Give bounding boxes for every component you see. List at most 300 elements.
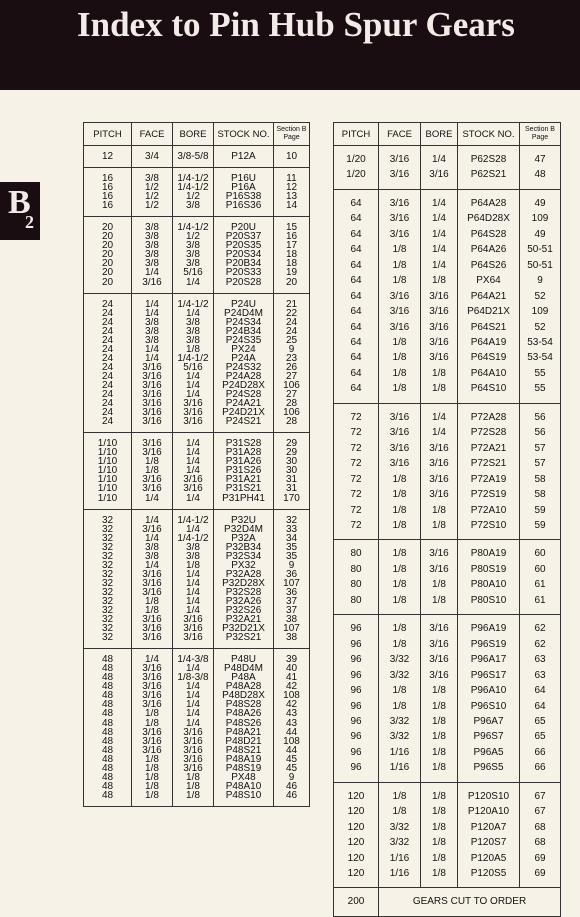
table-row — [334, 403, 561, 540]
cell-value: 1/8 — [186, 344, 200, 354]
cell-pitch — [334, 189, 379, 403]
cell-value: 1/8 — [392, 259, 407, 271]
table-group — [334, 189, 561, 403]
cell-value: 1/2 — [145, 201, 159, 211]
cell-value: 96 — [350, 746, 362, 758]
cell-value: P31A26 — [225, 457, 262, 467]
cell-value: 1/8 — [432, 731, 446, 743]
cell-value: P24A28 — [225, 371, 262, 381]
cell-bore — [421, 403, 458, 540]
page-title: Index to Pin Hub Spur Gears — [77, 5, 515, 44]
cell-value: 68 — [534, 837, 546, 849]
cell-value: 1/8 — [432, 594, 446, 606]
table-group — [84, 217, 310, 293]
cell-value: 3/16 — [142, 691, 162, 701]
cell-value: 1/4 — [145, 353, 159, 363]
cell-value: P24B34 — [225, 326, 262, 336]
cell-pitch — [84, 649, 132, 807]
footer-pitch: 200 — [347, 896, 365, 908]
cell-value: P20S34 — [225, 250, 262, 260]
cell-value: 24 — [101, 371, 114, 381]
cell-value: 20 — [101, 268, 114, 278]
cell-value: 1/4 — [186, 691, 200, 701]
cell-value: 3/8 — [186, 201, 200, 211]
cell-value: 1/16 — [389, 762, 410, 774]
table-row — [84, 433, 310, 509]
cell-value: P32A28 — [225, 569, 262, 579]
cell-value: P72S19 — [470, 489, 507, 501]
cell-value: 107 — [283, 578, 300, 588]
cell-value: 16 — [101, 174, 114, 184]
cell-value: 64 — [534, 700, 546, 712]
cell-value: 47 — [534, 154, 546, 165]
cell-value: 48 — [101, 772, 114, 782]
cell-value: 30 — [285, 466, 298, 476]
cell-value: 3/32 — [389, 669, 410, 681]
cell-bore — [173, 509, 214, 649]
cell-value: 31 — [285, 484, 298, 494]
cell-value: 32 — [101, 542, 114, 552]
cell-page — [520, 146, 561, 190]
cell-value: 3/16 — [429, 563, 449, 575]
cell-value: 52 — [534, 290, 546, 302]
cell-value: P31PH41 — [222, 493, 265, 503]
cell-value: 96 — [350, 623, 362, 635]
cell-value: 3/16 — [142, 682, 162, 692]
cell-value: 24 — [101, 380, 114, 391]
cell-value: 62 — [534, 638, 546, 650]
cell-value: 1/8 — [392, 548, 407, 560]
cell-value: 109 — [531, 213, 549, 225]
cell-value: 3/16 — [389, 228, 410, 240]
cell-value: 3/8 — [186, 241, 200, 251]
cell-value: P31S28 — [225, 439, 262, 449]
cell-value: 1/4 — [186, 682, 200, 692]
cell-value: 17 — [285, 241, 298, 251]
cell-value: 1/4 — [186, 308, 200, 318]
cell-value: 1/8 — [392, 336, 407, 348]
cell-value: 3/16 — [142, 277, 162, 287]
cell-value: 1/4 — [145, 655, 159, 665]
cell-value: 3/32 — [389, 837, 410, 849]
cell-value: 106 — [283, 408, 300, 418]
cell-value: 1/4 — [145, 493, 159, 503]
cell-value: 1/4-1/2 — [177, 174, 209, 184]
cell-value: 1/4 — [145, 515, 159, 525]
cell-pitch — [334, 540, 379, 615]
cell-value: 61 — [534, 594, 546, 606]
cell-page — [520, 540, 561, 615]
cell-value: 24 — [101, 390, 114, 400]
cell-value: 46 — [285, 781, 298, 791]
cell-face — [379, 146, 421, 190]
cell-value: 19 — [285, 268, 298, 278]
header-bore: BORE — [421, 123, 458, 146]
cell-value: P24S35 — [225, 335, 262, 345]
cell-value: P72A19 — [470, 473, 507, 485]
cell-value: 3/16 — [142, 587, 162, 597]
cell-value: P24D4M — [224, 308, 263, 318]
cell-value: 1/4 — [432, 154, 446, 165]
cell-value: 1/8 — [432, 762, 446, 774]
cell-value: 56 — [534, 427, 546, 439]
cell-value: 1/8 — [432, 383, 446, 395]
cell-value: 20 — [101, 241, 114, 251]
cell-value: P96S7 — [473, 731, 504, 743]
cell-value: 1/2 — [145, 192, 159, 202]
cell-value: P96S17 — [470, 669, 507, 681]
cell-value: 3/16 — [429, 306, 449, 318]
cell-value: P48D21 — [225, 736, 262, 746]
cell-face — [132, 146, 173, 168]
cell-value: 32 — [101, 615, 114, 625]
cell-value: 24 — [101, 317, 114, 327]
cell-value: P64S19 — [470, 352, 507, 364]
cell-value: 3/16 — [142, 380, 162, 391]
cell-pitch — [84, 509, 132, 649]
cell-value: 72 — [350, 519, 362, 531]
header-stock-no: STOCK NO. — [458, 123, 520, 146]
cell-value: P64D21X — [467, 306, 510, 318]
cell-value: 48 — [534, 169, 546, 181]
cell-value: 48 — [101, 664, 114, 674]
cell-value: 32 — [101, 587, 114, 597]
cell-value: 3/16 — [183, 727, 203, 737]
cell-pitch — [84, 293, 132, 433]
cell-value: PX64 — [476, 275, 501, 287]
cell-value: 5/16 — [183, 268, 203, 278]
cell-value: 3/16 — [389, 411, 410, 423]
cell-pitch — [334, 146, 379, 190]
cell-value: P72S21 — [470, 458, 507, 470]
cell-value: P96A7 — [473, 715, 504, 727]
cell-value: 24 — [101, 308, 114, 318]
header-face: FACE — [132, 123, 173, 146]
cell-value: 1/8 — [432, 821, 446, 833]
cell-value: 3/8 — [186, 335, 200, 345]
cell-value: P31S21 — [225, 484, 262, 494]
cell-value: 3/16 — [142, 745, 162, 755]
cell-value: 48 — [101, 718, 114, 728]
table-group — [84, 168, 310, 217]
cell-pitch — [84, 146, 132, 168]
cell-value: 3/8-5/8 — [177, 152, 209, 162]
cell-value: P20B34 — [225, 259, 262, 269]
cell-value: 3/16 — [183, 624, 203, 634]
cell-value: P24S32 — [225, 362, 262, 372]
cell-value: 3/16 — [429, 489, 449, 501]
cell-value: P20S35 — [225, 241, 262, 251]
cell-value: 40 — [285, 664, 298, 674]
cell-face — [132, 649, 173, 807]
cell-value: 24 — [101, 399, 114, 409]
cell-value: 44 — [285, 727, 298, 737]
cell-value: 1/8 — [145, 606, 159, 616]
cell-value: P48A19 — [225, 754, 262, 764]
cell-value: P64S21 — [470, 321, 507, 333]
cell-value: 3/16 — [183, 763, 203, 773]
cell-value: 3/8 — [186, 551, 200, 561]
cell-value: 38 — [285, 615, 298, 625]
cell-stock-no — [214, 146, 274, 168]
cell-value: P120S5 — [470, 868, 507, 880]
cell-value: 1/8 — [432, 837, 446, 849]
cell-value: 64 — [350, 275, 362, 287]
cell-value: 48 — [101, 745, 114, 755]
cell-value: 43 — [285, 718, 298, 728]
cell-value: 20 — [101, 223, 114, 233]
cell-stock-no — [458, 403, 520, 540]
cell-value: 120 — [347, 837, 365, 849]
cell-value: 1/8 — [432, 852, 446, 864]
cell-value: 9 — [537, 275, 543, 287]
cell-value: 1/8 — [432, 519, 446, 531]
cell-pitch — [334, 888, 379, 916]
cell-value: 1/8 — [392, 563, 407, 575]
cell-value: 64 — [350, 352, 362, 364]
cell-page — [274, 146, 310, 168]
cell-value: 3/8 — [145, 335, 159, 345]
cell-value: P48S26 — [225, 718, 262, 728]
cell-value: P96A19 — [470, 623, 507, 635]
cell-value: 38 — [285, 633, 298, 643]
cell-value: P72A28 — [470, 411, 507, 423]
cell-value: 3/16 — [389, 213, 410, 225]
cell-value: 60 — [534, 563, 546, 575]
cell-value: 3/16 — [142, 475, 162, 485]
cell-value: P96S5 — [473, 762, 504, 774]
cell-page — [274, 433, 310, 509]
cell-value: P48S10 — [225, 790, 262, 800]
cell-value: 68 — [534, 821, 546, 833]
cell-value: 3/16 — [429, 458, 449, 470]
cell-value: 1/8 — [432, 579, 446, 591]
cell-value: 21 — [285, 299, 298, 309]
cell-value: 28 — [285, 417, 298, 427]
cell-value: 1/4-1/2 — [177, 183, 209, 193]
cell-value: 3/16 — [142, 727, 162, 737]
cell-pitch — [334, 782, 379, 888]
cell-value: 48 — [101, 763, 114, 773]
cell-value: P48A26 — [225, 709, 262, 719]
cell-value: 3/8 — [186, 259, 200, 269]
cell-value: 1/8 — [186, 781, 200, 791]
cell-value: 20 — [285, 277, 298, 287]
cell-value: 66 — [534, 746, 546, 758]
cell-value: 64 — [350, 290, 362, 302]
cell-value: 3/32 — [389, 731, 410, 743]
cell-value: 25 — [285, 335, 298, 345]
cell-value: 1/8 — [145, 596, 159, 607]
cell-value: 31 — [285, 475, 298, 485]
cell-value: 1/8 — [392, 352, 407, 364]
cell-value: 3/4 — [145, 152, 159, 162]
cell-value: P120A10 — [467, 806, 510, 818]
cell-value: 53-54 — [527, 352, 553, 364]
cell-value: 32 — [101, 524, 114, 534]
cell-value: 1/4 — [432, 411, 446, 423]
cell-value: P62S28 — [470, 154, 507, 165]
cell-value: 45 — [285, 763, 298, 773]
cell-value: 3/16 — [142, 399, 162, 409]
cell-value: 3/16 — [142, 633, 162, 643]
cell-value: 1/4-1/2 — [177, 223, 209, 233]
cell-value: 39 — [285, 655, 298, 665]
cell-value: 16 — [101, 192, 114, 202]
cell-value: P32U — [230, 515, 256, 525]
cell-value: P24A21 — [225, 399, 262, 409]
cell-value: 1/4-3/8 — [177, 655, 209, 665]
cell-value: 24 — [101, 344, 114, 354]
cell-value: 52 — [534, 321, 546, 333]
cell-value: P32B34 — [225, 542, 262, 552]
cell-value: 3/16 — [183, 754, 203, 764]
cell-value: P64A28 — [470, 197, 507, 209]
cell-value: 1/4 — [186, 466, 200, 476]
cell-value: 3/16 — [429, 321, 449, 333]
cell-value: 1/4 — [186, 371, 200, 381]
cell-value: 61 — [534, 579, 546, 591]
cell-value: 48 — [101, 754, 114, 764]
cell-page — [274, 217, 310, 293]
header-stock-no: STOCK NO. — [214, 123, 274, 146]
table-row — [334, 146, 561, 190]
cell-value: 96 — [350, 669, 362, 681]
cell-value: 1/8 — [392, 367, 407, 379]
cell-value: 1/4 — [186, 439, 200, 449]
cell-value: 1/4 — [186, 606, 200, 616]
header-section-page: Section B Page — [274, 123, 310, 146]
cell-value: 1/8 — [392, 519, 407, 531]
gear-table-left — [83, 122, 310, 807]
cell-value: 64 — [350, 259, 362, 271]
cell-value: 1/4 — [145, 299, 159, 309]
cell-value: 32 — [101, 551, 114, 561]
cell-value: 34 — [285, 533, 298, 543]
cell-value: P96A5 — [473, 746, 504, 758]
cell-value: P96A17 — [470, 654, 507, 666]
cell-value: 1/4-1/2 — [177, 353, 209, 363]
cell-value: P48A21 — [225, 727, 262, 737]
cell-value: 58 — [534, 473, 546, 485]
cell-value: 50-51 — [527, 259, 553, 271]
cell-value: P20U — [230, 223, 256, 233]
cell-value: 1/4 — [186, 448, 200, 458]
cell-value: 1/4 — [432, 197, 446, 209]
cell-value: 32 — [101, 606, 114, 616]
cell-value: 3/16 — [142, 615, 162, 625]
cell-value: P48A28 — [225, 682, 262, 692]
cell-value: P48A10 — [225, 781, 262, 791]
cell-value: 23 — [285, 353, 298, 363]
cell-value: 1/4 — [145, 308, 159, 318]
cell-value: 63 — [534, 669, 546, 681]
cell-value: 59 — [534, 519, 546, 531]
cell-value: 96 — [350, 731, 362, 743]
cell-value: P16S38 — [225, 192, 262, 202]
cell-value: 3/16 — [389, 458, 410, 470]
cell-value: 1/10 — [97, 457, 118, 467]
cell-value: 1/4 — [145, 533, 159, 543]
cell-page — [274, 168, 310, 217]
cell-value: 45 — [285, 754, 298, 764]
cell-value: 42 — [285, 682, 298, 692]
cell-page — [520, 615, 561, 783]
cell-value: P24U — [230, 299, 256, 309]
cell-value: 43 — [285, 709, 298, 719]
cell-value: 32 — [101, 533, 114, 543]
cell-pitch — [334, 615, 379, 783]
cell-value: 20 — [101, 259, 114, 269]
cell-value: 11 — [286, 174, 297, 184]
cell-value: 3/16 — [142, 700, 162, 710]
cell-page — [274, 293, 310, 433]
table-group — [334, 615, 561, 783]
cell-stock-no — [458, 146, 520, 190]
cell-value: 3/32 — [389, 821, 410, 833]
cell-value: 3/16 — [389, 154, 410, 165]
gear-table-right — [333, 122, 561, 917]
cell-value: 1/8 — [392, 579, 407, 591]
cell-value: 32 — [101, 596, 114, 607]
cell-value: 1/8 — [145, 457, 159, 467]
cell-value: P120A7 — [470, 821, 507, 833]
cell-value: 3/16 — [429, 623, 449, 635]
cell-value: 36 — [285, 587, 298, 597]
cell-value: 58 — [534, 489, 546, 501]
cell-value: 1/2 — [145, 183, 159, 193]
cell-value: 49 — [534, 197, 546, 209]
cell-value: P80S10 — [470, 594, 507, 606]
cell-value: P64S26 — [470, 259, 507, 271]
cell-value: P24S28 — [225, 390, 262, 400]
cell-stock-no — [214, 168, 274, 217]
table-row — [84, 217, 310, 293]
cell-value: 64 — [350, 306, 362, 318]
cell-value: P24S21 — [225, 417, 262, 427]
table-group — [84, 293, 310, 433]
cell-value: 3/16 — [183, 736, 203, 746]
cell-value: 120 — [347, 868, 365, 880]
cell-value: 120 — [347, 821, 365, 833]
cell-value: 1/8 — [186, 772, 200, 782]
cell-value: 5/16 — [183, 362, 203, 372]
cell-value: 48 — [101, 691, 114, 701]
header-pitch: PITCH — [84, 123, 132, 146]
cell-value: P48S19 — [225, 763, 262, 773]
cell-value: 3/16 — [389, 442, 410, 454]
cell-value: 10 — [285, 152, 298, 162]
table-group — [84, 146, 310, 168]
cell-value: 1/8 — [392, 806, 407, 818]
cell-value: P72S10 — [470, 519, 507, 531]
cell-value: P120S7 — [470, 837, 507, 849]
cell-value: 24 — [101, 408, 114, 418]
section-number: 2 — [25, 212, 34, 232]
cell-value: 48 — [101, 673, 114, 683]
table-row — [334, 615, 561, 783]
cell-value: 3/8 — [145, 250, 159, 260]
cell-value: P12A — [231, 152, 256, 162]
cell-value: 62 — [534, 623, 546, 635]
cell-value: 1/8 — [392, 504, 407, 516]
cell-value: 96 — [350, 700, 362, 712]
cell-face — [132, 433, 173, 509]
cell-value: 1/8 — [392, 623, 407, 635]
cell-value: P32D28X — [222, 578, 265, 588]
cell-value: 3/16 — [142, 578, 162, 588]
cell-value: 64 — [350, 336, 362, 348]
